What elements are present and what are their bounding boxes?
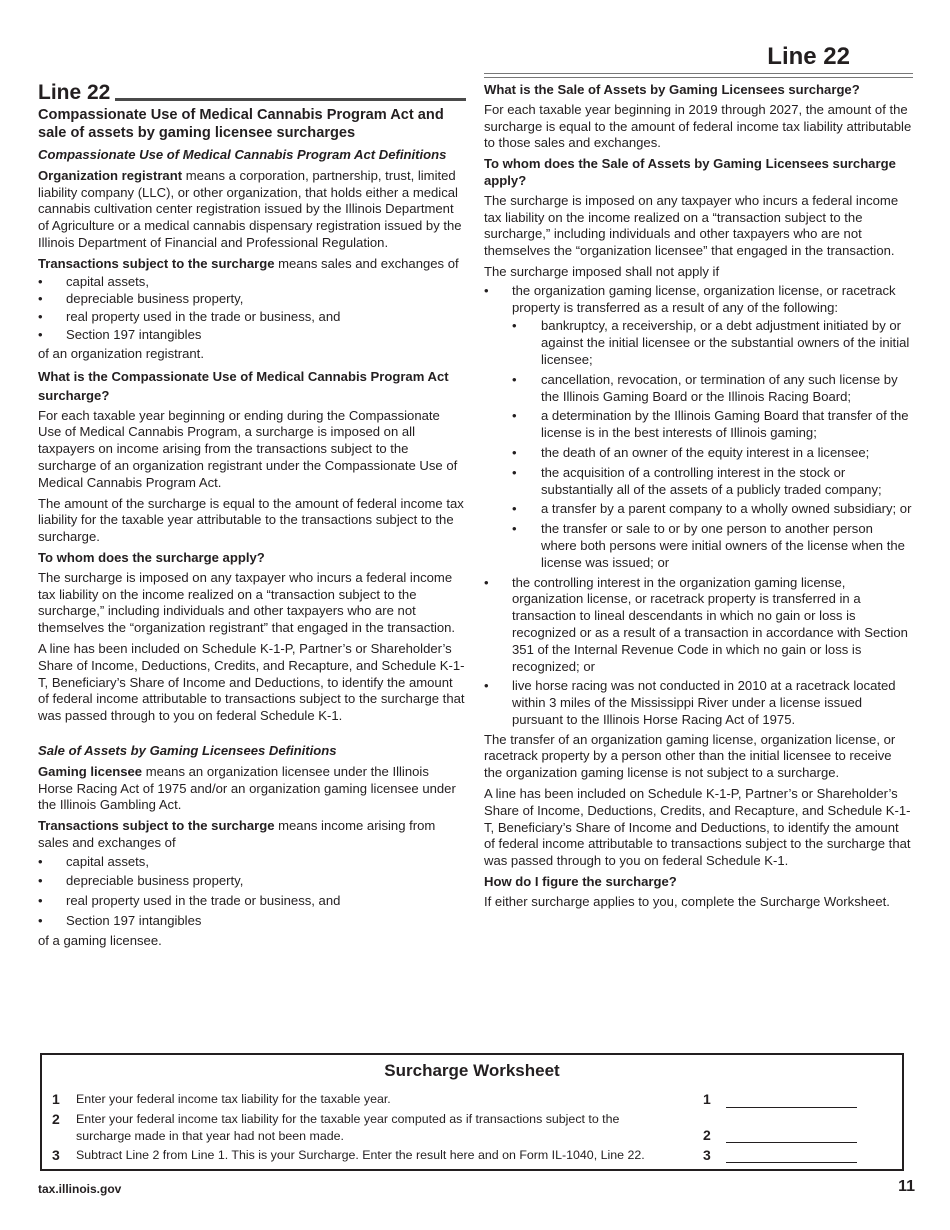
list-item: • live horse racing was not conducted in 2010 at a racetrack located within 3 miles of the Mississippi River under a license issued pursuant to the Illinois Horse Racing Act of 1975. [484, 678, 912, 728]
transactions-list [38, 274, 466, 344]
section-title: Compassionate Use of Medical Cannabis Program Act and sale of assets by gaming licensee surcharges [38, 107, 444, 141]
paragraph: The surcharge imposed shall not apply if [484, 263, 720, 279]
section-heading [38, 82, 466, 104]
line-label: Line 22 [38, 81, 111, 104]
paragraph: A line has been included on Schedule K-1-P, Partner’s or Shareholder’s Share of Income, Deductions, Credits, and Recapture, and Schedule K-1-T, Beneficiary’s Share of Income and Deductions, to identify the amount of federal income attributable to transactions subject to the surcharge that was passed through to you on federal Schedule K-1. [38, 640, 465, 724]
org-registrant-term: Organization registrant [38, 167, 183, 183]
paragraph: For each taxable year beginning in 2019 through 2027, the amount of the surcharge is equal to the amount of federal income tax liability attributable to those sales and exchanges. [484, 101, 912, 151]
worksheet-line-text: Enter your federal income tax liability for the taxable year. [76, 1092, 391, 1106]
how-heading: How do I figure the surcharge? [484, 874, 677, 890]
page-header-title: Line 22 [767, 43, 850, 70]
paragraph: The transfer of an organization gaming license, organization license, or racetrack property by a person other than the initial licensee to receive the organization gaming license is not subject to a surcharge. [484, 731, 896, 781]
paragraph: The surcharge is imposed on any taxpayer who incurs a federal income tax liability on the income realized on a “transaction subject to the surcharge,” including individuals and other taxpayers who are not themselves the “organization registrant” that engaged in the transaction. [38, 569, 456, 636]
paragraph: The amount of the surcharge is equal to the amount of federal income tax liability for the taxable year attributable to the transactions subject to the surcharge. [38, 495, 464, 545]
answer-field[interactable] [726, 1107, 857, 1108]
worksheet-line-number: 3 [52, 1147, 60, 1163]
list-item: • the death of an owner of the equity interest in a licensee; [512, 445, 912, 462]
list-item: • Section 197 intangibles [38, 913, 466, 930]
to-whom-heading: To whom does the surcharge apply? [38, 549, 265, 565]
answer-field[interactable] [726, 1162, 857, 1163]
worksheet-line-text: Enter your federal income tax liability for the taxable year computed as if transactions subject to the surcharge made in that year had not been made. [76, 1112, 620, 1143]
worksheet-answer-number: 1 [703, 1091, 711, 1107]
paragraph: For each taxable year beginning or ending during the Compassionate Use of Medical Cannabis Program, a surcharge is imposed on all taxpayers on income arising from the transactions subject to the surcharge of an organization registrant under the Compassionate Use of Medical Cannabis Program Act. [38, 407, 458, 490]
to-whom-gaming-heading: To whom does the Sale of Assets by Gaming Licensees surcharge apply? [484, 156, 896, 188]
left-column [38, 82, 466, 954]
list-item: • real property used in the trade or business, and [38, 309, 466, 326]
worksheet-line-number: 2 [52, 1111, 60, 1127]
header-rule [484, 73, 913, 74]
gaming-transactions-term: Transactions subject to the surcharge [38, 818, 275, 834]
right-column [484, 82, 912, 915]
gaming-transactions-list [38, 854, 466, 930]
worksheet-title: Surcharge Worksheet [384, 1061, 560, 1080]
website-link[interactable]: tax.illinois.gov [38, 1182, 122, 1196]
gaming-transactions-definition: Transactions subject to the surcharge means income arising from sales and exchanges of [38, 818, 436, 850]
gaming-definitions-heading: Sale of Assets by Gaming Licensees Definitions [38, 742, 337, 758]
list-item: • bankruptcy, a receivership, or a debt adjustment initiated by or against the initial licensee or the substantial owners of the initial licensee; [512, 318, 912, 368]
transactions-definition: Transactions subject to the surcharge means sales and exchanges of [38, 255, 459, 271]
list-item: • depreciable business property, [38, 873, 466, 890]
transactions-term: Transactions subject to the surcharge [38, 255, 275, 271]
list-item: • depreciable business property, [38, 291, 466, 308]
worksheet-line-number: 1 [52, 1091, 60, 1107]
header-rule [484, 77, 913, 78]
list-item: • real property used in the trade or business, and [38, 893, 466, 910]
list-item: • capital assets, [38, 854, 466, 871]
list-item: • a transfer by a parent company to a wholly owned subsidiary; or [512, 501, 912, 518]
paragraph: If either surcharge applies to you, complete the Surcharge Worksheet. [484, 893, 890, 909]
worksheet-answer-number: 3 [703, 1147, 711, 1163]
gaming-licensee-definition: Gaming licensee means an organization licensee under the Illinois Horse Racing Act of 1975 and/or an organization gaming licensee under the Illinois Gambling Act. [38, 763, 456, 813]
gaming-licensee-term: Gaming licensee [38, 763, 143, 779]
list-item: • the acquisition of a controlling interest in the stock or substantially all of the assets of a publicly traded company; [512, 465, 912, 499]
answer-field[interactable] [726, 1142, 857, 1143]
list-item: • the controlling interest in the organization gaming license, organization license, or racetrack property is transferred in a transaction to lineal descendants in which no gain or loss is recognized or as a result of a transaction in accordance with Section 351 of the Internal Revenue Code in which no gain or loss is recognized; or [484, 575, 912, 676]
page-number: 11 [898, 1178, 915, 1195]
org-registrant-definition: Organization registrant means a corporation, partnership, trust, limited liability company (LLC), or other organization, that holds either a medical cannabis cultivation center registration issued by the Illinois Department of Agriculture or a medical cannabis dispensary registration issued by the Illinois Department of Financial and Professional Regulation. [38, 167, 462, 250]
gaming-transactions-tail: of a gaming licensee. [38, 932, 162, 948]
list-item: • a determination by the Illinois Gaming Board that transfer of the license is in the best interests of Illinois gaming; [512, 408, 912, 442]
paragraph: A line has been included on Schedule K-1-P, Partner’s or Shareholder’s Share of Income, Deductions, Credits, and Recapture, and Schedule K-1-T, Beneficiary’s Share of Income and Deductions, to identify the amount of federal income attributable to transactions subject to the surcharge that was passed through to you on federal Schedule K-1. [484, 786, 911, 869]
list-item: • the organization gaming license, organization license, or racetrack property is transferred as a result of any of the following: • bankruptcy, a receivership, or a debt adjustment initiated by or against the initial licensee or the substantial owners of the initial licensee; • cancellation, revocation, or termination of any such license by the Illinois Gaming Board or the Illinois Racing Board; • a determination by the Illinois Gaming Board that transfer of the license is in the best interests of Illinois gaming; • the death of an owner of the equity interest in a licensee; • the acquisition of a controlling interest in the stock or substantially all of the assets of a publicly traded company; • a transfer by a parent company to a wholly owned subsidiary; or • the transfer or sale to or by one person to another person where both persons were initial owners of the license when the license was issued; or [484, 283, 912, 572]
exceptions-list [484, 283, 912, 729]
list-item: • the transfer or sale to or by one person to another person where both persons were initial owners of the license when the license was issued; or [512, 521, 912, 571]
heading-rule [115, 98, 466, 101]
list-item: • Section 197 intangibles [38, 327, 466, 344]
sub-exceptions-list [512, 318, 912, 571]
transactions-tail: of an organization registrant. [38, 345, 204, 361]
list-item: • cancellation, revocation, or termination of any such license by the Illinois Gaming Board or the Illinois Racing Board; [512, 372, 912, 406]
list-item: • capital assets, [38, 274, 466, 291]
paragraph: The surcharge is imposed on any taxpayer who incurs a federal income tax liability on the income realized on a “transaction subject to the surcharge,” including individuals and other taxpayers who are not themselves the “organization licensee” that engaged in the transaction. [484, 192, 899, 259]
what-is-gaming-heading: What is the Sale of Assets by Gaming Licensees surcharge? [484, 82, 860, 97]
worksheet-line-text: Subtract Line 2 from Line 1. This is your Surcharge. Enter the result here and on Form IL-1040, Line 22. [76, 1148, 645, 1162]
surcharge-worksheet [40, 1053, 904, 1171]
worksheet-answer-number: 2 [703, 1127, 711, 1143]
what-is-cannabis-heading: What is the Compassionate Use of Medical Cannabis Program Act surcharge? [38, 368, 449, 403]
cannabis-definitions-heading: Compassionate Use of Medical Cannabis Program Act Definitions [38, 147, 447, 162]
